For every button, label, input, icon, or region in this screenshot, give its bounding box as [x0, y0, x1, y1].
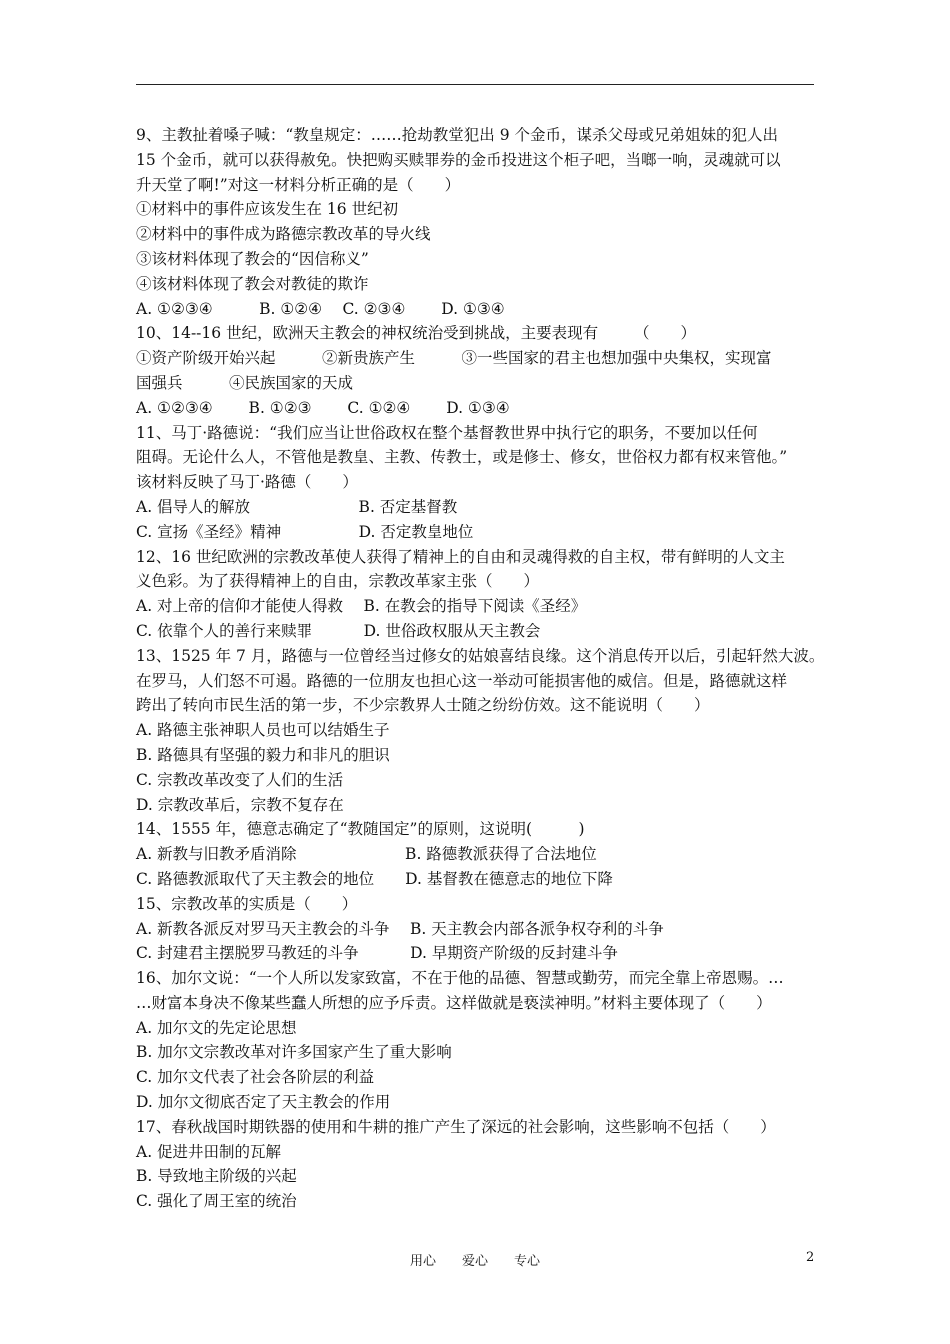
- text-line: 14、1555 年，德意志确定了“教随国定”的原则，这说明( ): [136, 820, 585, 839]
- header-rule: [136, 84, 814, 85]
- text-line: A. ①②③④ B. ①②④ C. ②③④ D. ①③④: [136, 299, 505, 318]
- text-line: 阻碍。无论什么人，不管他是教皇、主教、传教士，或是修士、修女，世俗权力都有权来管他。”: [136, 448, 788, 467]
- text-line: 国强兵 ④民族国家的天成: [136, 373, 354, 392]
- text-line: 15 个金币，就可以获得赦免。快把购买赎罪券的金币投进这个柜子吧，当啷一响，灵魂就可以: [136, 150, 781, 169]
- text-line: C. 依靠个人的善行来赎罪 D. 世俗政权服从天主教会: [136, 621, 541, 640]
- page-footer: [0, 1248, 950, 1268]
- text-line: 11、马丁·路德说：“我们应当让世俗政权在整个基督教世界中执行它的职务，不要加以任何: [136, 423, 758, 442]
- text-line: ②材料中的事件成为路德宗教改革的导火线: [136, 225, 431, 244]
- page-number: 2: [806, 1250, 815, 1265]
- text-line: 义色彩。为了获得精神上的自由，宗教改革家主张（ ）: [136, 572, 540, 591]
- text-line: A. ①②③④ B. ①②③ C. ①②④ D. ①③④: [136, 398, 510, 417]
- text-line: B. 导致地主阶级的兴起: [136, 1167, 297, 1186]
- text-line: A. 路德主张神职人员也可以结婚生子: [136, 721, 390, 740]
- text-line: A. 促进井田制的瓦解: [136, 1142, 282, 1161]
- text-line: 15、宗教改革的实质是（ ）: [136, 894, 358, 913]
- text-line: C. 宣扬《圣经》精神 D. 否定教皇地位: [136, 522, 474, 541]
- text-line: A. 倡导人的解放 B. 否定基督教: [136, 497, 458, 516]
- text-line: ①资产阶级开始兴起 ②新贵族产生 ③一些国家的君主也想加强中央集权，实现富: [136, 349, 772, 368]
- text-line: 17、春秋战国时期铁器的使用和牛耕的推广产生了深远的社会影响，这些影响不包括（ ）: [136, 1117, 776, 1136]
- text-line: ④该材料体现了教会对教徒的欺诈: [136, 274, 369, 293]
- text-line: D. 加尔文彻底否定了天主教会的作用: [136, 1093, 391, 1112]
- footer-motto: 用心 爱心 专心: [409, 1254, 540, 1269]
- document-body: [136, 123, 826, 1214]
- text-line: A. 对上帝的信仰才能使人得救 B. 在教会的指导下阅读《圣经》: [136, 597, 587, 616]
- text-line: 16、加尔文说：“一个人所以发家致富，不在于他的品德、智慧或勤劳，而完全靠上帝恩赐。…: [136, 969, 784, 988]
- text-line: ③该材料体现了教会的“因信称义”: [136, 249, 369, 268]
- text-line: B. 加尔文宗教改革对许多国家产生了重大影响: [136, 1043, 452, 1062]
- text-line: 在罗马，人们怒不可遏。路德的一位朋友也担心这一举动可能损害他的威信。但是，路德就这样: [136, 671, 788, 690]
- text-line: 10、14--16 世纪，欧洲天主教会的神权统治受到挑战，主要表现有 （ ）: [136, 324, 697, 343]
- text-line: C. 路德教派取代了天主教会的地位 D. 基督教在德意志的地位下降: [136, 869, 613, 888]
- text-line: C. 宗教改革改变了人们的生活: [136, 770, 344, 789]
- text-line: 9、主教扯着嗓子喊：“教皇规定：……抢劫教堂犯出 9 个金币，谋杀父母或兄弟姐妹的犯人出: [136, 126, 779, 144]
- text-line: 13、1525 年 7 月，路德与一位曾经当过修女的姑娘喜结良缘。这个消息传开以后，引起轩然大波。: [136, 646, 825, 665]
- text-line: D. 宗教改革后，宗教不复存在: [136, 795, 344, 814]
- text-line: A. 新教各派反对罗马天主教会的斗争 B. 天主教会内部各派争权夺利的斗争: [136, 919, 664, 938]
- text-line: C. 加尔文代表了社会各阶层的利益: [136, 1068, 375, 1087]
- text-line: A. 加尔文的先定论思想: [136, 1018, 297, 1037]
- text-line: B. 路德具有坚强的毅力和非凡的胆识: [136, 745, 390, 764]
- text-line: 该材料反映了马丁·路德（ ）: [136, 473, 358, 492]
- text-line: 跨出了转向市民生活的第一步，不少宗教界人士随之纷纷仿效。这不能说明（ ）: [136, 696, 710, 715]
- text-line: …财富本身决不像某些蠢人所想的应予斥责。这样做就是亵渎神明。”材料主要体现了（ ）: [136, 993, 772, 1012]
- text-line: C. 封建君主摆脱罗马教廷的斗争 D. 早期资产阶级的反封建斗争: [136, 944, 618, 963]
- text-line: 12、16 世纪欧洲的宗教改革使人获得了精神上的自由和灵魂得救的自主权，带有鲜明的人文主: [136, 547, 785, 566]
- text-line: A. 新教与旧教矛盾消除 B. 路德教派获得了合法地位: [136, 845, 597, 864]
- text-line: ①材料中的事件应该发生在 16 世纪初: [136, 200, 399, 219]
- text-line: C. 强化了周王室的统治: [136, 1192, 297, 1211]
- text-line: 升天堂了啊!”对这一材料分析正确的是（ ）: [136, 175, 461, 194]
